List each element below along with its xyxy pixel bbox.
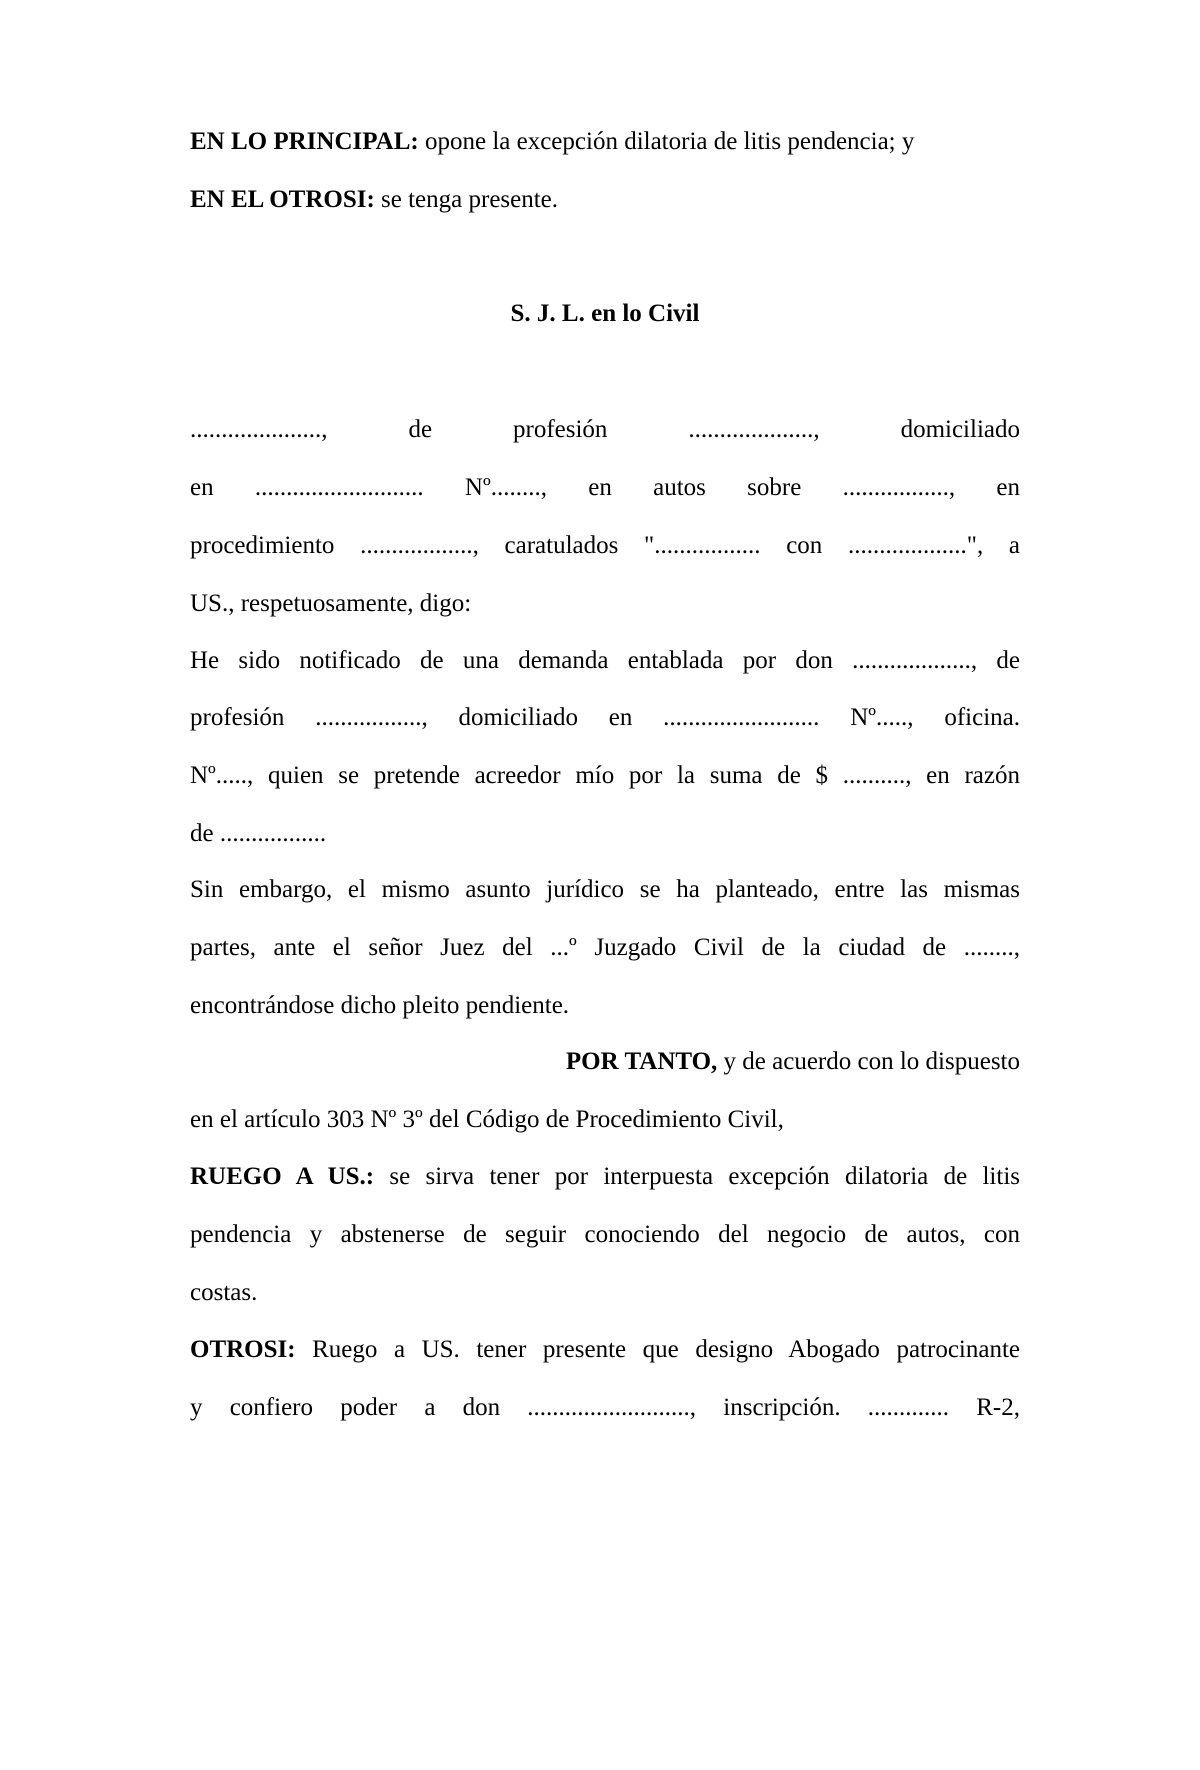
facts-line-4: de ................. xyxy=(190,820,327,847)
por-tanto-line xyxy=(190,1046,1020,1078)
ruego-text: se sirva tener por interpuesta excepción dilatoria de litis xyxy=(374,1163,1020,1190)
ruego-line xyxy=(190,1161,1020,1193)
header-otrosi-line xyxy=(190,184,1020,216)
por-tanto-label: POR TANTO, xyxy=(565,1048,718,1075)
facts-line-1: He sido notificado de una demanda entablada por don ..................., de xyxy=(190,647,1020,674)
otrosi-line-2: y confiero poder a don .........................., inscripción. ............. R-2, xyxy=(190,1394,1020,1421)
principal-label: EN LO PRINCIPAL: xyxy=(190,128,419,155)
intro-line-3: procedimiento .................., caratulados "................. con ...................", a xyxy=(190,532,1020,559)
otrosi-line-1 xyxy=(190,1334,1020,1366)
principal-text: opone la excepción dilatoria de litis pendencia; y xyxy=(418,128,915,155)
conclusion-line-5: costas. xyxy=(190,1279,258,1306)
facts-line-5: Sin embargo, el mismo asunto jurídico se ha planteado, entre las mismas xyxy=(190,876,1020,903)
court-title xyxy=(190,298,1020,330)
conclusion-line-2: en el artículo 303 Nº 3º del Código de Procedimiento Civil, xyxy=(190,1106,784,1133)
legal-document-page xyxy=(190,0,1020,1770)
intro-line-2: en ........................... Nº........, en autos sobre ................., en xyxy=(190,474,1020,501)
facts-line-7: encontrándose dicho pleito pendiente. xyxy=(190,992,570,1019)
otrosi-label: EN EL OTROSI: xyxy=(190,186,375,213)
ruego-label: RUEGO A US.: xyxy=(190,1163,375,1190)
intro-line-4: US., respetuosamente, digo: xyxy=(190,590,472,617)
facts-line-6: partes, ante el señor Juez del ...º Juzgado Civil de la ciudad de ........, xyxy=(190,934,1020,961)
header-principal-line xyxy=(190,126,1020,158)
otrosi-text: se tenga presente. xyxy=(374,186,559,213)
otrosi-body-text: Ruego a US. tener presente que designo Abogado patrocinante xyxy=(295,1336,1020,1363)
facts-line-3: Nº....., quien se pretende acreedor mío por la suma de $ .........., en razón xyxy=(190,762,1020,789)
intro-line-1: ....................., de profesión ...................., domiciliado xyxy=(190,416,1020,443)
por-tanto-text: y de acuerdo con lo dispuesto xyxy=(717,1048,1020,1075)
facts-line-2: profesión ................., domiciliado en ......................... Nº....., oficina. xyxy=(190,704,1020,731)
otrosi-body-label: OTROSI: xyxy=(190,1336,296,1363)
conclusion-line-4: pendencia y abstenerse de seguir conociendo del negocio de autos, con xyxy=(190,1221,1020,1248)
court-title-text: S. J. L. en lo Civil xyxy=(510,300,700,327)
